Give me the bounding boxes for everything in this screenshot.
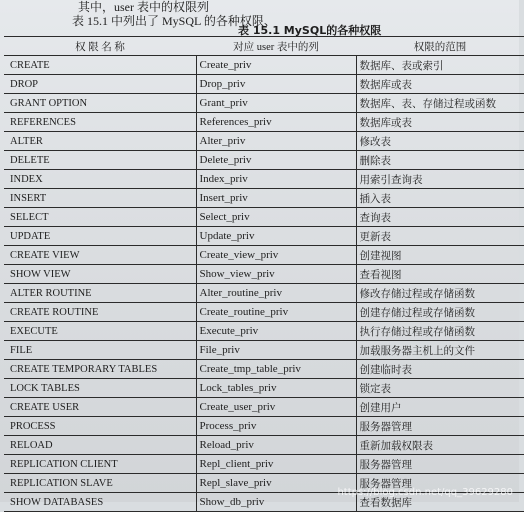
- user-column-cell: File_priv: [196, 341, 356, 360]
- table-row: [4, 322, 524, 341]
- permission-name-cell: CREATE VIEW: [4, 246, 196, 265]
- table-row: [4, 132, 524, 151]
- table-row: [4, 265, 524, 284]
- permission-name-cell: PROCESS: [4, 417, 196, 436]
- user-column-cell: Index_priv: [196, 170, 356, 189]
- scope-cell: 服务器管理: [356, 417, 524, 436]
- intro-line-2: 表 15.1 中列出了 MySQL 的各种权限、: [72, 14, 276, 28]
- user-column-cell: Show_db_priv: [196, 493, 356, 512]
- permission-name-cell: SELECT: [4, 208, 196, 227]
- permission-name-cell: EXECUTE: [4, 322, 196, 341]
- user-column-cell: Repl_slave_priv: [196, 474, 356, 493]
- scope-cell: 数据库或表: [356, 75, 524, 94]
- header-permission-name: 权 限 名 称: [4, 37, 196, 56]
- table-row: [4, 227, 524, 246]
- table-row: [4, 56, 524, 75]
- table-row: [4, 341, 524, 360]
- table-row: [4, 284, 524, 303]
- permission-name-cell: CREATE TEMPORARY TABLES: [4, 360, 196, 379]
- user-column-cell: Select_priv: [196, 208, 356, 227]
- table-row: [4, 455, 524, 474]
- permission-name-cell: RELOAD: [4, 436, 196, 455]
- table-row: [4, 94, 524, 113]
- scope-cell: 用索引查询表: [356, 170, 524, 189]
- user-column-cell: Process_priv: [196, 417, 356, 436]
- scope-cell: 修改表: [356, 132, 524, 151]
- permission-name-cell: ALTER: [4, 132, 196, 151]
- table-row: [4, 75, 524, 94]
- permission-name-cell: ALTER ROUTINE: [4, 284, 196, 303]
- scope-cell: 插入表: [356, 189, 524, 208]
- scope-cell: 数据库、表或索引: [356, 56, 524, 75]
- scope-cell: 重新加载权限表: [356, 436, 524, 455]
- scope-cell: 服务器管理: [356, 455, 524, 474]
- table-row: [4, 151, 524, 170]
- scope-cell: 查询表: [356, 208, 524, 227]
- user-column-cell: Alter_routine_priv: [196, 284, 356, 303]
- table-row: [4, 303, 524, 322]
- permission-name-cell: UPDATE: [4, 227, 196, 246]
- scope-cell: 服务器管理: [356, 474, 524, 493]
- scope-cell: 删除表: [356, 151, 524, 170]
- permission-name-cell: CREATE ROUTINE: [4, 303, 196, 322]
- user-column-cell: Drop_priv: [196, 75, 356, 94]
- user-column-cell: Update_priv: [196, 227, 356, 246]
- permission-name-cell: REPLICATION CLIENT: [4, 455, 196, 474]
- scope-cell: 加载服务器主机上的文件: [356, 341, 524, 360]
- table-caption: 表 15.1 MySQL的各种权限: [238, 24, 382, 37]
- scope-cell: 创建临时表: [356, 360, 524, 379]
- scope-cell: 更新表: [356, 227, 524, 246]
- scope-cell: 锁定表: [356, 379, 524, 398]
- user-column-cell: Execute_priv: [196, 322, 356, 341]
- permission-name-cell: INDEX: [4, 170, 196, 189]
- scope-cell: 数据库或表: [356, 113, 524, 132]
- permission-name-cell: SHOW VIEW: [4, 265, 196, 284]
- user-column-cell: Create_user_priv: [196, 398, 356, 417]
- scope-cell: 创建视图: [356, 246, 524, 265]
- permission-name-cell: REPLICATION SLAVE: [4, 474, 196, 493]
- permission-name-cell: INSERT: [4, 189, 196, 208]
- user-column-cell: Grant_priv: [196, 94, 356, 113]
- permission-name-cell: CREATE USER: [4, 398, 196, 417]
- user-column-cell: Create_routine_priv: [196, 303, 356, 322]
- user-column-cell: Lock_tables_priv: [196, 379, 356, 398]
- user-column-cell: Reload_priv: [196, 436, 356, 455]
- header-user-column: 对应 user 表中的列: [196, 37, 356, 56]
- scope-cell: 修改存储过程或存储函数: [356, 284, 524, 303]
- permission-name-cell: LOCK TABLES: [4, 379, 196, 398]
- permission-name-cell: DELETE: [4, 151, 196, 170]
- header-scope: 权限的范围: [356, 37, 524, 56]
- user-column-cell: Repl_client_priv: [196, 455, 356, 474]
- table-row: [4, 113, 524, 132]
- user-column-cell: Insert_priv: [196, 189, 356, 208]
- intro-line-1: 其中，user 表中的权限列: [78, 0, 209, 14]
- scope-cell: 查看数据库: [356, 493, 524, 512]
- table-row: [4, 417, 524, 436]
- user-column-cell: Alter_priv: [196, 132, 356, 151]
- table-header-row: [4, 37, 524, 56]
- permission-name-cell: FILE: [4, 341, 196, 360]
- table-row: [4, 379, 524, 398]
- table-row: [4, 170, 524, 189]
- permission-name-cell: DROP: [4, 75, 196, 94]
- user-column-cell: References_priv: [196, 113, 356, 132]
- scope-cell: 创建存储过程或存储函数: [356, 303, 524, 322]
- watermark: https://blog.csdn.net/qq_39629280: [337, 487, 513, 498]
- user-column-cell: Create_priv: [196, 56, 356, 75]
- table-row: [4, 208, 524, 227]
- scope-cell: 创建用户: [356, 398, 524, 417]
- table-row: [4, 246, 524, 265]
- table-row: [4, 189, 524, 208]
- permission-name-cell: GRANT OPTION: [4, 94, 196, 113]
- table-row: [4, 436, 524, 455]
- permission-name-cell: REFERENCES: [4, 113, 196, 132]
- scope-cell: 数据库、表、存储过程或函数: [356, 94, 524, 113]
- user-column-cell: Create_view_priv: [196, 246, 356, 265]
- permission-name-cell: SHOW DATABASES: [4, 493, 196, 512]
- scope-cell: 执行存储过程或存储函数: [356, 322, 524, 341]
- permissions-table: [4, 36, 524, 512]
- user-column-cell: Create_tmp_table_priv: [196, 360, 356, 379]
- permission-name-cell: CREATE: [4, 56, 196, 75]
- table-row: [4, 360, 524, 379]
- user-column-cell: Delete_priv: [196, 151, 356, 170]
- table-row: [4, 398, 524, 417]
- user-column-cell: Show_view_priv: [196, 265, 356, 284]
- scope-cell: 查看视图: [356, 265, 524, 284]
